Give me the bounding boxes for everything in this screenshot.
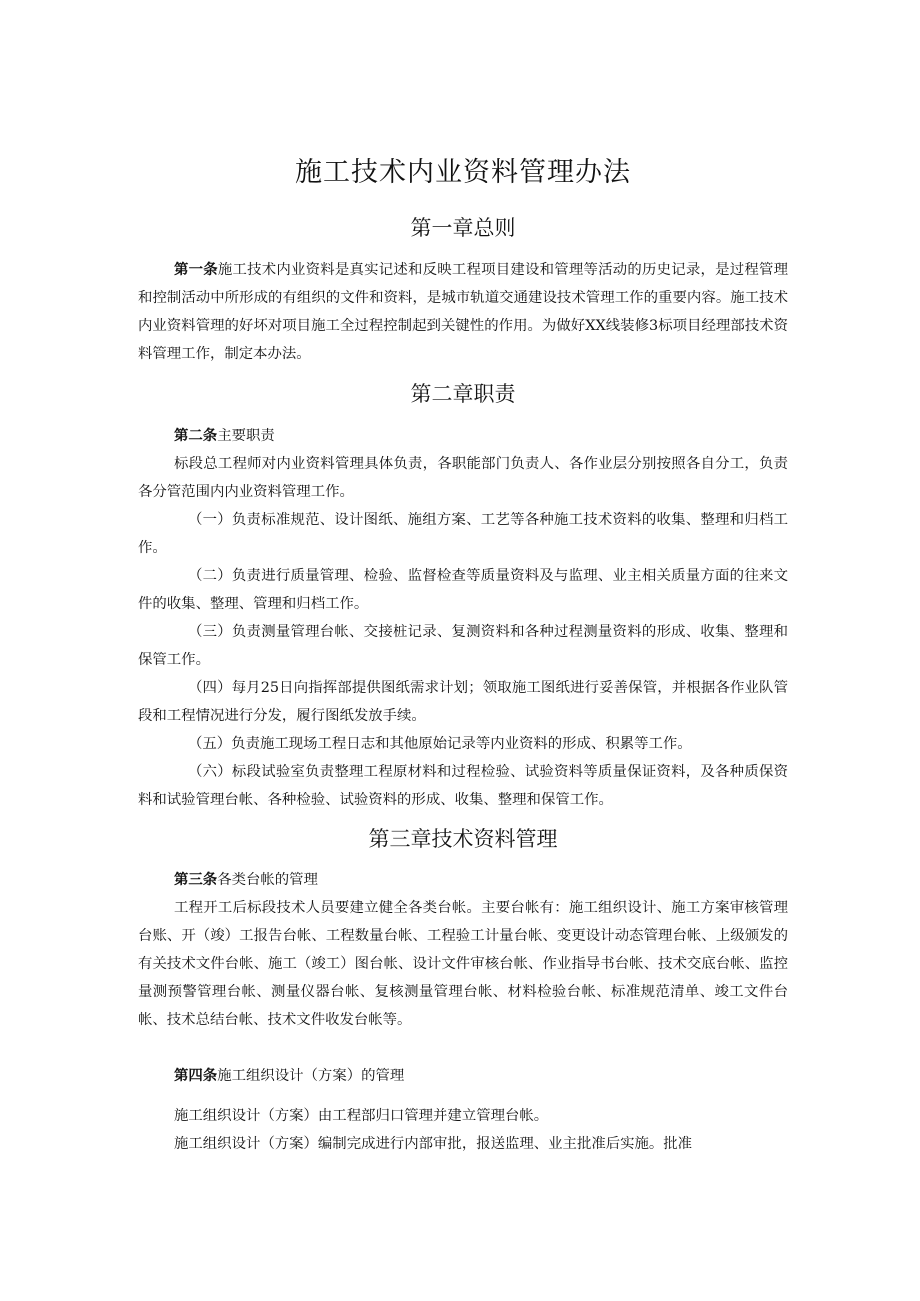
duty-item-1: （一）负责标准规范、设计图纸、施组方案、工艺等各种施工技术资料的收集、整理和归档工作。	[138, 512, 788, 556]
article-3-paragraph	[138, 866, 788, 894]
article-2-text: 主要职责	[217, 428, 275, 444]
duty-item-3: （三）负责测量管理台帐、交接桩记录、复测资料和各种过程测量资料的形成、收集、整理和保管工作。	[138, 624, 788, 668]
chapter-2-intro: 标段总工程师对内业资料管理具体负责，各职能部门负责人、各作业层分别按照各自分工，负责各分管范围内内业资料管理工作。	[138, 456, 788, 500]
article-2-paragraph	[138, 422, 788, 450]
chapter-heading-3: 第三章技术资料管理	[368, 827, 558, 851]
article-1-label: 第一条	[174, 261, 218, 278]
article-4-label: 第四条	[174, 1067, 218, 1084]
chapter-heading-1: 第一章总则	[410, 216, 516, 240]
duty-item-5: （五）负责施工现场工程日志和其他原始记录等内业资料的形成、积累等工作。	[188, 736, 692, 752]
duty-item-2: （二）负责进行质量管理、检验、监督检查等质量资料及与监理、业主相关质量方面的往来文件的收集、整理、管理和归档工作。	[138, 568, 788, 612]
article-4-text: 施工组织设计（方案）的管理	[217, 1068, 405, 1084]
article-3-label: 第三条	[174, 871, 218, 888]
article-1-text: 施工技术内业资料是真实记述和反映工程项目建设和管理等活动的历史记录，是过程管理和控制活动中所形成的有组织的文件和资料，是城市轨道交通建设技术管理工作的重要内容。施工技术内业资料管理的好坏对项目施工全过程控制起到关键性的作用。为做好XX线装修3标项目经理部技术资料管理工作，制定本办法。	[138, 262, 788, 362]
article-1-paragraph	[138, 256, 788, 368]
article-4-body-1: 施工组织设计（方案）由工程部归口管理并建立管理台帐。	[174, 1108, 549, 1124]
duty-item-4: （四）每月25日向指挥部提供图纸需求计划；领取施工图纸进行妥善保管，并根据各作业队管段和工程情况进行分发，履行图纸发放手续。	[138, 680, 788, 724]
article-3-text: 各类台帐的管理	[217, 872, 318, 888]
article-4-paragraph	[138, 1062, 788, 1090]
document-title: 施工技术内业资料管理办法	[295, 157, 631, 188]
article-2-label: 第二条	[174, 427, 218, 444]
chapter-heading-2: 第二章职责	[410, 382, 516, 406]
article-3-body: 工程开工后标段技术人员要建立健全各类台帐。主要台帐有：施工组织设计、施工方案审核管理台账、开（竣）工报告台帐、工程数量台帐、工程验工计量台帐、变更设计动态管理台帐、上级颁发的有关技术文件台帐、施工（竣工）图台帐、设计文件审核台帐、作业指导书台帐、技术交底台帐、监控量测预警管理台帐、测量仪器台帐、复核测量管理台帐、材料检验台帐、标准规范清单、竣工文件台帐、技术总结台帐、技术文件收发台帐等。	[138, 900, 788, 1028]
article-4-body-2: 施工组织设计（方案）编制完成进行内部审批，报送监理、业主批准后实施。批准	[174, 1136, 693, 1152]
duty-item-6: （六）标段试验室负责整理工程原材料和过程检验、试验资料等质量保证资料，及各种质保资料和试验管理台帐、各种检验、试验资料的形成、收集、整理和保管工作。	[138, 764, 788, 808]
